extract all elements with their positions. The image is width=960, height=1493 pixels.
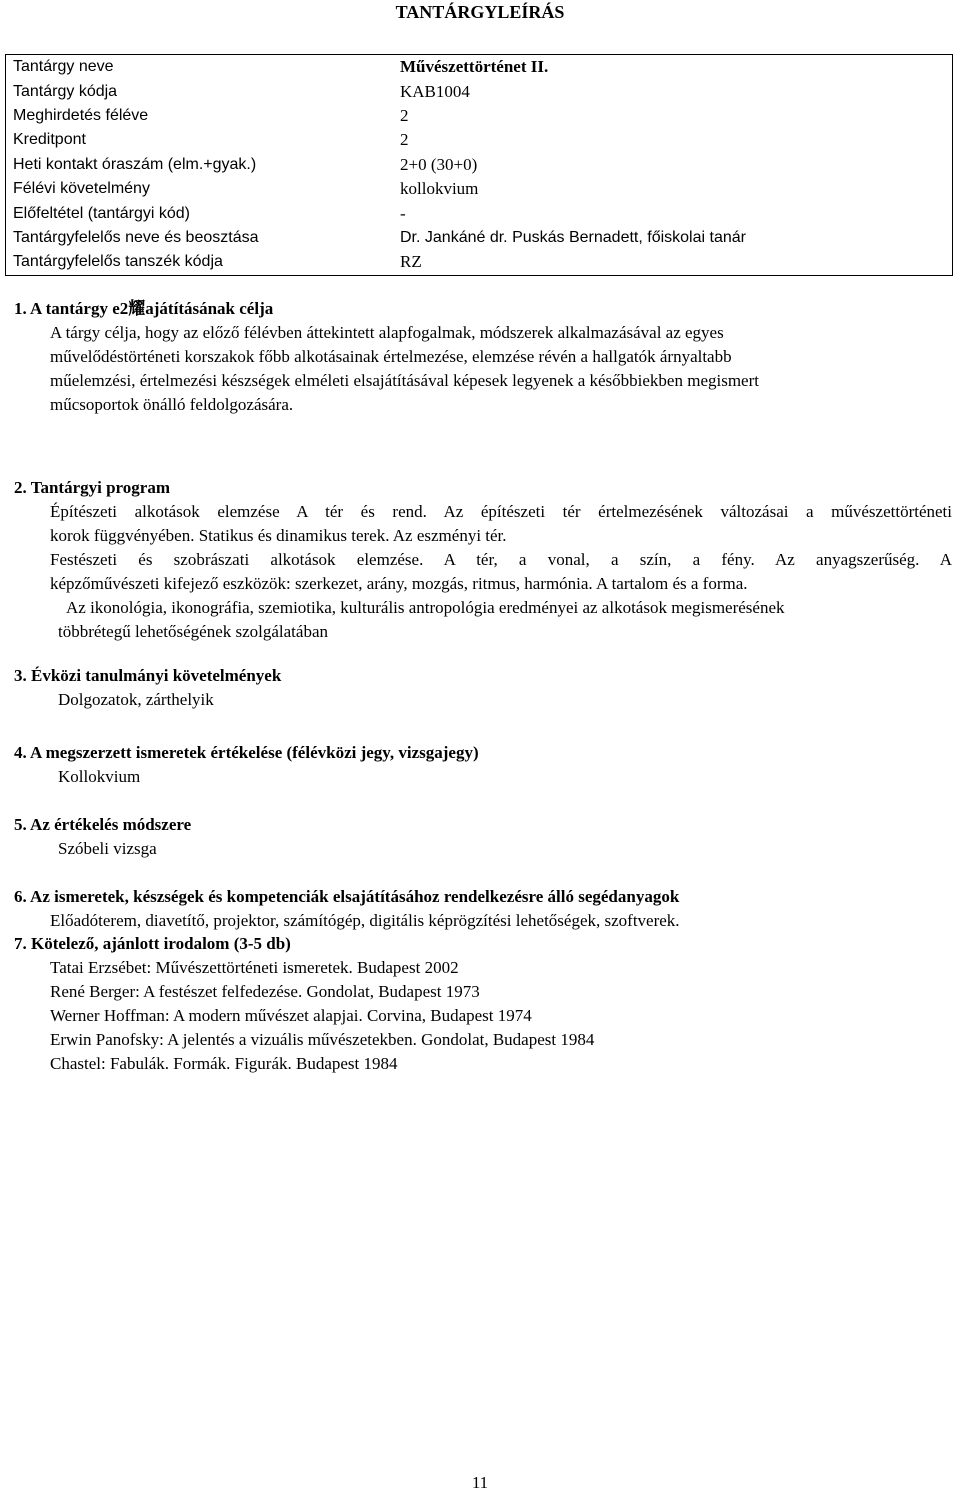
info-value: 2 [400,130,409,150]
info-label: Kreditpont [13,131,86,149]
paragraph-line: művelődéstörténeti korszakok főbb alkotásainak értelmezése, elemzése révén a hallgatók árnyaltabb [50,347,732,366]
info-label: Előfeltétel (tantárgyi kód) [13,204,190,222]
section-heading: 6. Az ismeretek, készségek és kompetenciák elsajátításához rendelkezésre álló segédanyagok [14,887,680,906]
section-text: Kollokvium [58,767,141,786]
paragraph-line: műcsoportok önálló feldolgozására. [50,395,294,414]
document-title: TANTÁRGYLEÍRÁS [395,2,565,22]
page-number: 11 [471,1473,489,1492]
info-row [6,250,953,275]
info-value: Dr. Jankáné dr. Puskás Bernadett, főiskolai tanár [400,228,746,246]
section-materials [0,885,960,933]
info-row [6,226,953,250]
info-label: Meghirdetés féléve [13,106,149,124]
section-goal [0,297,960,417]
info-label: Tantárgyfelelős neve és beosztása [13,228,259,246]
info-row [6,128,953,152]
literature-item: René Berger: A festészet felfedezése. Gondolat, Budapest 1973 [50,982,480,1001]
info-label: Tantárgy neve [13,58,114,76]
paragraph-line: korok függvényében. Statikus és dinamikus terek. Az eszményi tér. [50,526,507,545]
info-value: 2 [400,105,409,125]
section-heading: 1. A tantárgy e2耀ajátításának célja [14,299,274,318]
section-text: Dolgozatok, zárthelyik [58,690,214,709]
paragraph-line: A tárgy célja, hogy az előző félévben áttekintett alapfogalmak, módszerek alkalmazásával az egyes [50,323,724,342]
info-label: Heti kontakt óraszám (elm.+gyak.) [13,155,257,173]
section-assessment [0,741,960,789]
info-value: Művészettörténet II. [400,57,549,77]
info-value: - [400,203,406,223]
info-label: Félévi követelmény [13,180,150,198]
info-row [6,153,953,177]
info-label: Tantárgyfelelős tanszék kódja [13,253,223,271]
section-text: Szóbeli vizsga [58,839,157,858]
paragraph-line: többrétegű lehetőségének szolgálatában [58,622,328,641]
section-heading: 7. Kötelező, ajánlott irodalom (3-5 db) [14,934,291,953]
section-heading: 3. Évközi tanulmányi követelmények [14,666,282,685]
literature-item: Erwin Panofsky: A jelentés a vizuális művészetekben. Gondolat, Budapest 1984 [50,1030,595,1049]
course-info-table [5,54,953,276]
section-literature [0,932,960,1076]
info-row [6,55,953,80]
literature-item: Chastel: Fabulák. Formák. Figurák. Budapest 1984 [50,1054,398,1073]
section-heading: 5. Az értékelés módszere [14,815,192,834]
paragraph-line: Festészeti és szobrászati alkotások elemzése. A tér, a vonal, a szín, a fény. Az anyagszerűség. A [50,550,952,569]
paragraph-line: képzőművészeti kifejező eszközök: szerkezet, arány, mozgás, ritmus, harmónia. A tartalom és a forma. [50,574,748,593]
info-label: Tantárgy kódja [13,82,118,100]
section-program [0,476,960,644]
info-row [6,177,953,201]
info-value: RZ [400,252,422,272]
section-requirements [0,664,960,712]
info-value: KAB1004 [400,81,470,101]
info-value: kollokvium [400,179,479,199]
literature-item: Werner Hoffman: A modern művészet alapjai. Corvina, Budapest 1974 [50,1006,532,1025]
section-heading: 4. A megszerzett ismeretek értékelése (félévközi jegy, vizsgajegy) [14,743,479,762]
section-method [0,813,960,861]
paragraph-line: műelemzési, értelmezési készségek elméleti elsajátításával képesek legyenek a későbbiekben megismert [50,371,759,390]
info-row [6,201,953,225]
paragraph-line: Építészeti alkotások elemzése A tér és rend. Az építészeti tér értelmezésének változásai a művészettörténeti [50,502,952,521]
info-row [6,79,953,103]
section-heading: 2. Tantárgyi program [14,478,171,497]
literature-item: Tatai Erzsébet: Művészettörténeti ismeretek. Budapest 2002 [50,958,459,977]
info-row [6,104,953,128]
info-value: 2+0 (30+0) [400,154,478,174]
section-text: Előadóterem, diavetítő, projektor, számítógép, digitális képrögzítési lehetőségek, szoftverek. [50,911,680,930]
paragraph-line: Az ikonológia, ikonográfia, szemiotika, kulturális antropológia eredményei az alkotások megismerésének [66,598,785,617]
